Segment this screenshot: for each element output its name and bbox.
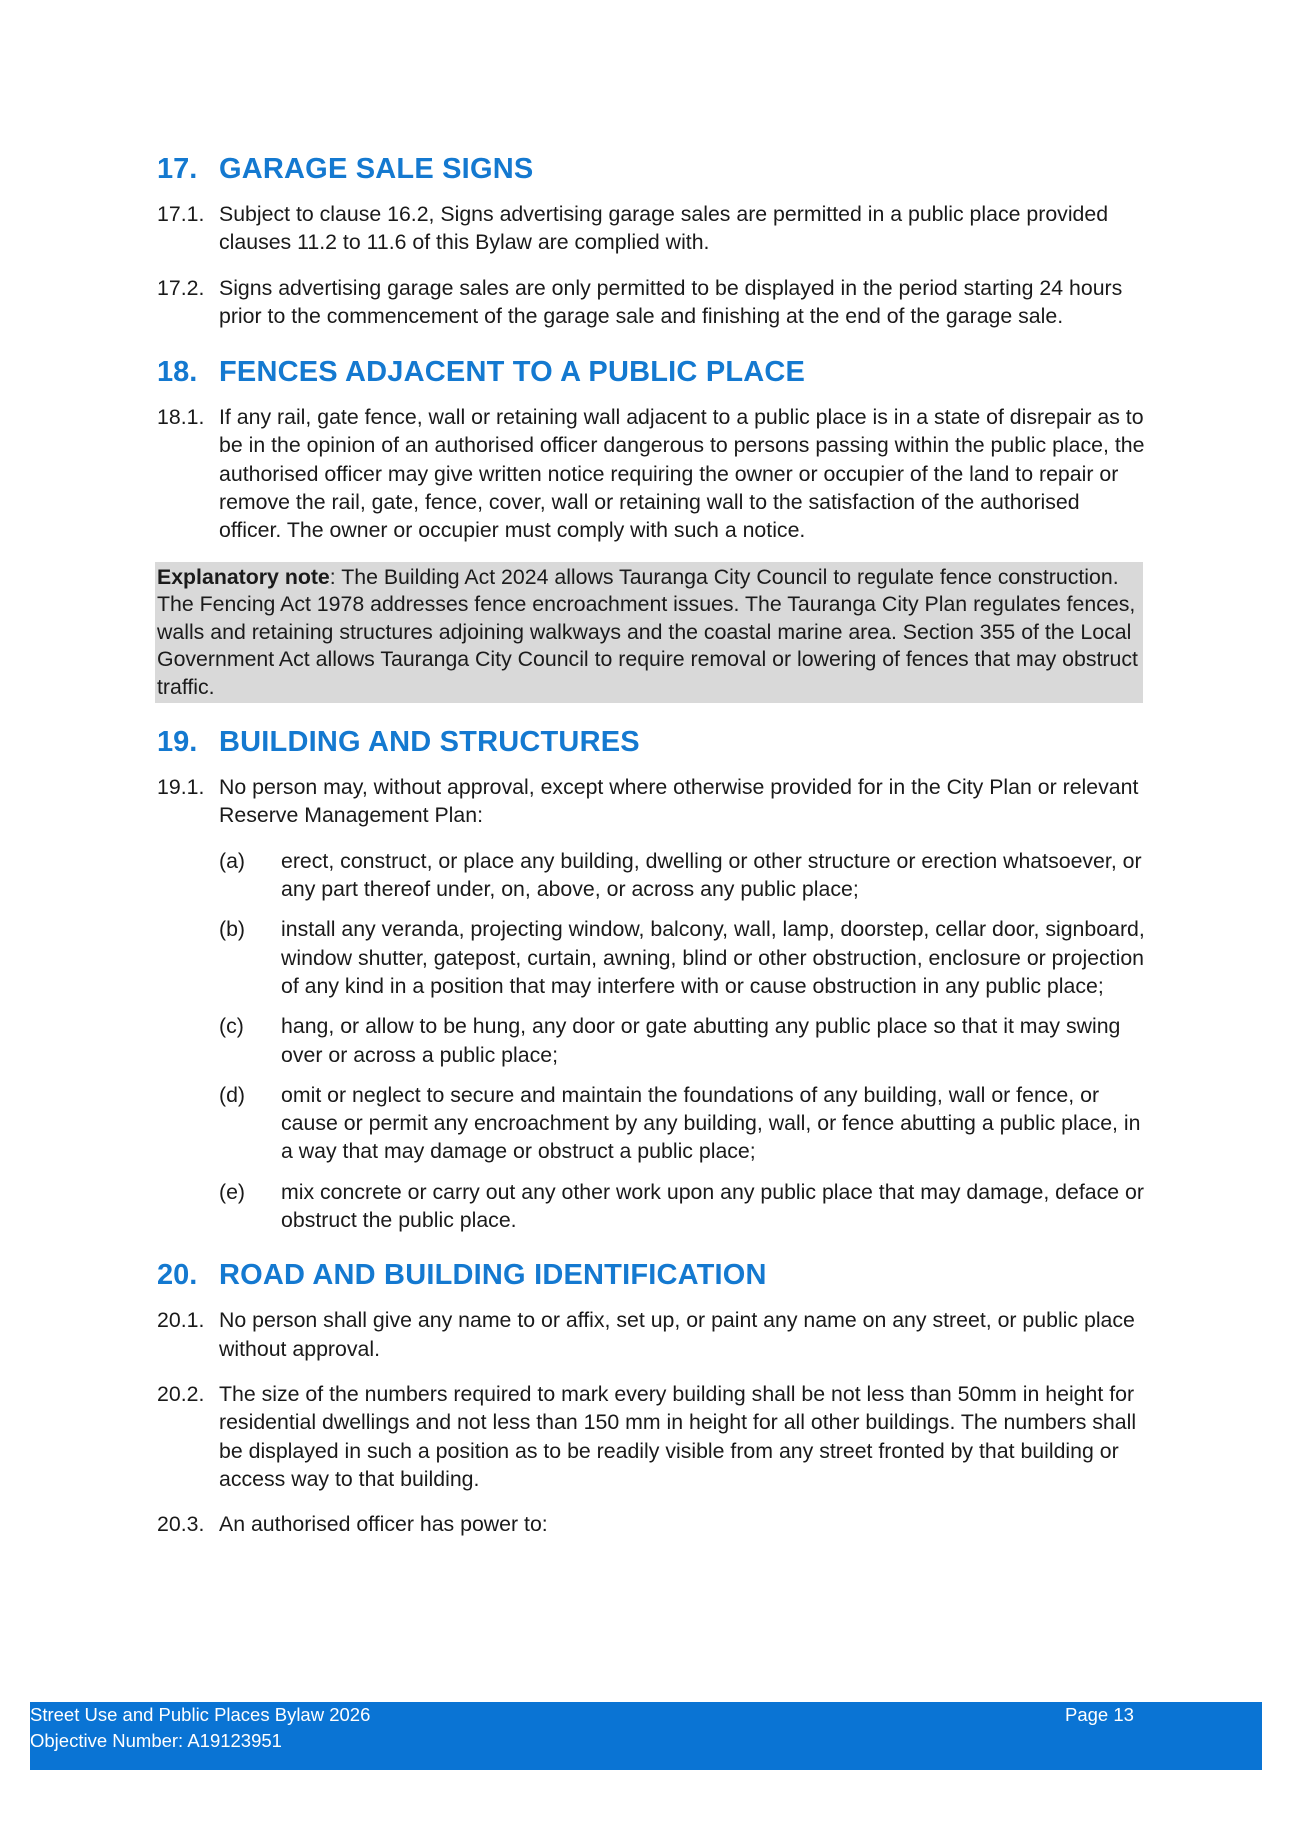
item-text: mix concrete or carry out any other work upon any public place that may damage, deface or obstruct the public place. bbox=[281, 1179, 1144, 1233]
clause-text: If any rail, gate fence, wall or retaining wall adjacent to a public place is in a state of disrepair as to be in the opinion of an authorised officer dangerous to persons passing within the public place, the authorised officer may give written notice requiring the owner or occupier of the land to repair or remove the rail, gate, fence, cover, wall or retaining wall to the satisfaction of the authorised officer. The owner or occupier must comply with such a notice. bbox=[219, 405, 1145, 543]
clause-text: The size of the numbers required to mark every building shall be not less than 50mm in height for residential dwellings and not less than 150 mm in height for all other buildings. The numbers shall be displayed in such a position as to be readily visible from any street fronted by that building or access way to that building. bbox=[219, 1381, 1137, 1491]
item-label: (e) bbox=[219, 1179, 246, 1204]
clause-20-1 bbox=[157, 1306, 1147, 1363]
item-text: install any veranda, projecting window, balcony, wall, lamp, doorstep, cellar door, signboard, window shutter, gatepost, curtain, awning, blind or other obstruction, enclosure or projection of any kind in a position that may interfere with or cause obstruction in any public place; bbox=[281, 917, 1145, 998]
clause-text: No person may, without approval, except where otherwise provided for in the City Plan or relevant Reserve Management Plan: bbox=[219, 775, 1139, 828]
page-content bbox=[157, 152, 1147, 1538]
list-item-e bbox=[157, 1178, 1147, 1235]
footer-page-number: Page 13 bbox=[1065, 1704, 1134, 1725]
footer-row-2 bbox=[30, 1728, 1262, 1754]
item-label: (a) bbox=[219, 848, 246, 873]
clause-18-1 bbox=[157, 403, 1147, 544]
section-title: FENCES ADJACENT TO A PUBLIC PLACE bbox=[219, 356, 806, 389]
footer-doc-title: Street Use and Public Places Bylaw 2026 bbox=[30, 1704, 371, 1725]
clause-20-3 bbox=[157, 1510, 1147, 1538]
clause-text: No person shall give any name to or affix, set up, or paint any name on any street, or public place without approval. bbox=[219, 1308, 1135, 1361]
clause-text: Subject to clause 16.2, Signs advertising garage sales are permitted in a public place provided clauses 11.2 to 11.6 of this Bylaw are complied with. bbox=[219, 202, 1109, 255]
clause-number: 20.3. bbox=[157, 1512, 205, 1537]
clause-number: 18.1. bbox=[157, 405, 205, 430]
section-19-heading bbox=[157, 725, 1147, 759]
list-item-a bbox=[157, 847, 1147, 904]
clause-number: 20.1. bbox=[157, 1308, 205, 1333]
clause-19-1 bbox=[157, 773, 1147, 830]
list-item-d bbox=[157, 1081, 1147, 1166]
section-number: 17. bbox=[157, 153, 198, 185]
item-label: (d) bbox=[219, 1082, 246, 1107]
section-18-heading bbox=[157, 355, 1147, 389]
clause-number: 17.1. bbox=[157, 202, 205, 226]
clause-text: Signs advertising garage sales are only permitted to be displayed in the period starting 24 hours prior to the commencement of the garage sale and finishing at the end of the garage sale. bbox=[219, 275, 1123, 328]
section-number: 19. bbox=[157, 726, 198, 759]
section-title: GARAGE SALE SIGNS bbox=[219, 153, 534, 185]
clause-20-2 bbox=[157, 1380, 1147, 1493]
item-text: omit or neglect to secure and maintain the foundations of any building, wall or fence, or cause or permit any encroachment by any building, wall, or fence abutting a public place, in a way that may damage or obstruct a public place; bbox=[281, 1082, 1141, 1164]
footer-objective-number: Objective Number: A19123951 bbox=[30, 1730, 282, 1751]
item-label: (c) bbox=[219, 1014, 244, 1039]
list-item-b bbox=[157, 915, 1147, 1000]
footer-row-1 bbox=[30, 1702, 1262, 1728]
section-20-heading bbox=[157, 1258, 1147, 1292]
section-title: ROAD AND BUILDING IDENTIFICATION bbox=[219, 1259, 767, 1292]
note-label: Explanatory note bbox=[157, 564, 330, 589]
clause-number: 19.1. bbox=[157, 775, 205, 800]
clause-number: 20.2. bbox=[157, 1381, 205, 1406]
page-footer bbox=[30, 1702, 1262, 1770]
note-text: : The Building Act 2024 allows Tauranga City Council to regulate fence construction. The Fencing Act 1978 addresses fence encroachment issues. The Tauranga City Plan regulates fences, walls and retaining structures adjoining walkways and the coastal marine area. Section 355 of the Local Government Act allows Tauranga City Council to require removal or lowering of fences that may obstruct traffic. bbox=[157, 564, 1138, 699]
section-17-heading bbox=[157, 152, 1147, 186]
item-text: erect, construct, or place any building, dwelling or other structure or erection whatsoever, or any part thereof under, on, above, or across any public place; bbox=[281, 848, 1142, 902]
section-number: 18. bbox=[157, 356, 198, 389]
clause-text: An authorised officer has power to: bbox=[219, 1512, 548, 1537]
clause-number: 17.2. bbox=[157, 275, 205, 300]
clause-17-1 bbox=[157, 200, 1147, 257]
section-number: 20. bbox=[157, 1259, 198, 1292]
section-title: BUILDING AND STRUCTURES bbox=[219, 726, 640, 759]
clause-17-2 bbox=[157, 274, 1147, 331]
item-label: (b) bbox=[219, 917, 246, 942]
list-item-c bbox=[157, 1012, 1147, 1069]
explanatory-note bbox=[155, 562, 1143, 704]
item-text: hang, or allow to be hung, any door or gate abutting any public place so that it may swing over or across a public place; bbox=[281, 1014, 1121, 1067]
